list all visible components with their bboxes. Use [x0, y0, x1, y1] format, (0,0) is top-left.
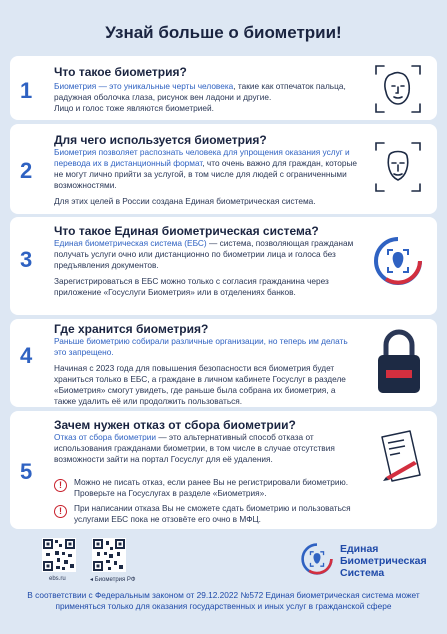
body-text: — система, позволяющая гражданам получать услуги очно или дистанционно по биометрии лица и голоса без предъявления документов.	[54, 238, 354, 270]
highlight-text: Отказ от сбора биометрии	[54, 432, 157, 442]
qr-label-ebs: ebs.ru	[49, 576, 66, 582]
section-number: 4	[20, 343, 33, 368]
body-text: — это альтернативный способ отказа от использования гражданами биометрии, в том числе в случае отсутствия возможности зайти на портал Госуслуг для её удаления.	[54, 432, 335, 464]
section-text	[54, 432, 356, 465]
body-text-2: Начиная с 2023 года для повышения безопасности вся биометрия будет храниться только в ЕБС, а граждане в личном кабинете Госуслуг в разделе «Биометрия» смогут увидеть, где раньше была собрана их биометрия, а также удалить её или продолжить пользоваться.	[54, 363, 346, 406]
body-text: , такие как отпечаток пальца, радужная оболочка глаза, рисунок вен ладони и другие.	[54, 81, 346, 102]
highlight-text: Биометрия — это уникальные черты человека	[54, 81, 234, 91]
face-profile-icon	[370, 62, 426, 116]
padlock-icon	[374, 325, 424, 397]
section-text	[54, 81, 354, 114]
legal-notice: В соответствии с Федеральным законом от 29.12.2022 №572 Единая биометрическая система может применяться только для оказания государственных и иных услуг в гражданской сфере	[27, 590, 420, 611]
body-text-2: Для этих целей в России создана Единая биометрическая система.	[54, 196, 316, 206]
ebs-brand-name: Единая Биометрическая Система	[340, 543, 427, 579]
section-title: Для чего используется биометрия?	[54, 133, 267, 147]
qr-code-app[interactable]	[92, 538, 126, 572]
face-scan-icon	[370, 138, 426, 198]
warning-icon: !	[54, 479, 67, 492]
footer	[0, 532, 447, 634]
section-number: 2	[20, 158, 33, 183]
section-title: Что такое биометрия?	[54, 65, 187, 79]
section-card-2	[10, 124, 437, 214]
ebs-emblem-icon	[372, 235, 424, 287]
ebs-logo-icon	[300, 542, 334, 576]
page-title: Узнай больше о биометрии!	[105, 23, 342, 42]
section-number: 1	[20, 78, 33, 103]
qr-code-ebs[interactable]	[42, 538, 76, 572]
section-card-3	[10, 217, 437, 315]
body-text-2: Лицо и голос тоже являются биометрией.	[54, 103, 214, 113]
section-number: 5	[20, 459, 33, 484]
section-title: Зачем нужен отказ от сбора биометрии?	[54, 418, 296, 432]
document-pen-icon	[368, 427, 428, 491]
warning-text: При написании отказа Вы не сможете сдать биометрию и пользоваться услугами ЕБС пока не отзовёте его очно в МФЦ.	[74, 503, 351, 524]
warning-icon: !	[54, 505, 67, 518]
highlight-text: Единая биометрическая система (ЕБС)	[54, 238, 207, 248]
warning-note-1	[54, 477, 384, 499]
app-arrow-icon: ◂	[90, 577, 95, 583]
warning-text: Можно не писать отказ, если ранее Вы не регистрировали биометрию. Проверьте на Госуслугах в разделе «Биометрия».	[74, 477, 349, 498]
section-text	[54, 238, 354, 298]
section-text	[54, 336, 354, 407]
section-card-4	[10, 319, 437, 407]
highlight-text: Раньше биометрию собирали различные организации, но теперь им делать это запрещено.	[54, 336, 348, 357]
qr-label-app: ◂ Биометрия РФ	[90, 577, 136, 583]
section-title: Что такое Единая биометрическая система?	[54, 224, 319, 238]
section-card-1	[10, 56, 437, 120]
section-card-5	[10, 411, 437, 529]
section-number: 3	[20, 247, 33, 272]
warning-note-2	[54, 503, 384, 525]
section-title: Где хранится биометрия?	[54, 322, 209, 336]
highlight-text: Биометрия позволяет распознать человека для упрощения оказания услуг и перевода их в дистанционный формат	[54, 147, 350, 168]
body-text-2: Зарегистрироваться в ЕБС можно только с согласия гражданина через приложение «Госуслуги Биометрия» или в отделениях банков.	[54, 276, 329, 297]
body-text: , что очень важно для граждан, которые не могут лично прийти за услугой, в том числе для людей с ограниченными возможностями.	[54, 158, 358, 190]
section-text	[54, 147, 366, 207]
